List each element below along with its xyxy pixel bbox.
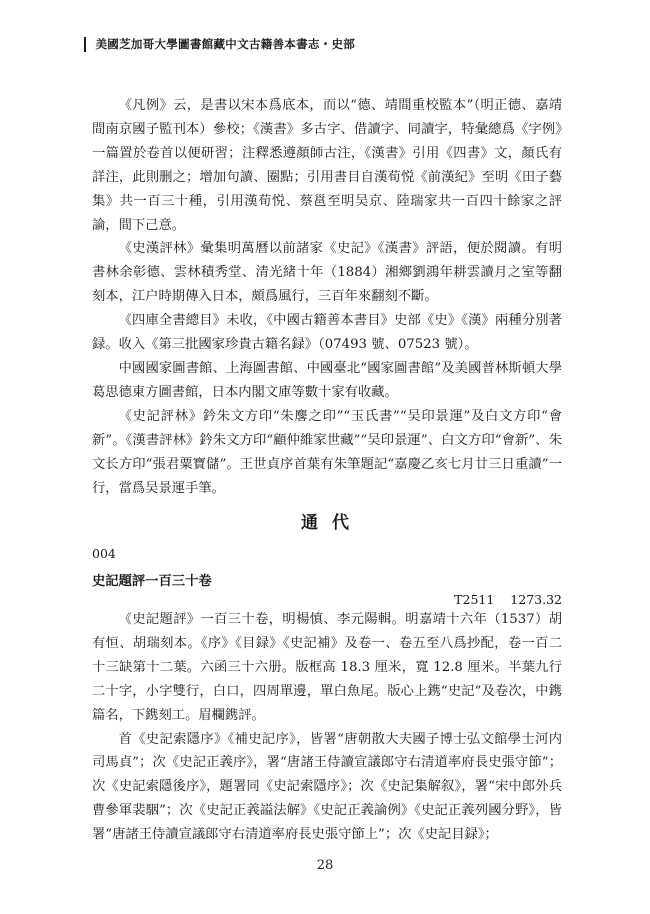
paragraph: 《史記評林》鈐朱文方印“朱麐之印”“玉氏書”“吴印景運”及白文方印“會新”。《漢書評林》鈐朱文方印“顧仲維家世藏”“吴印景運”、白文方印“會新”、朱文长方印“張君粟寶儲”。王世貞序首葉有朱筆題記“嘉慶乙亥七月廿三日重讀”一行，當爲吴景運手筆。 <box>92 408 562 496</box>
entry-title: 史記題評一百三十卷 <box>92 574 212 589</box>
continued-entry-text <box>92 94 562 500</box>
header-rule <box>84 37 86 52</box>
paragraph: 《四庫全書總目》未收，《中國古籍善本書目》史部《史》《漢》兩種分別著録。收入《第三批國家珍貴古籍名録》（07493 號、07523 號）。 <box>92 313 562 353</box>
entry-description <box>92 608 562 847</box>
paragraph: 《凡例》云，是書以宋本爲底本，而以“德、靖間重校監本”（明正德、嘉靖間南京國子監刊本）參校；《漢書》多古字、借讀字、同讀字，特彙總爲《字例》一篇置於卷首以便研習；注釋悉遵顏師古注，《漢書》引用《四書》文，顏氏有詳注，此則删之；增加句讀、圈點；引用書目自漢荀悦《前漢紀》至明《田子藝集》共一百三十種，引用漢荀悦、蔡邕至明吴京、陸瑞家共一百四十餘家之評論，間下己意。 <box>92 98 562 233</box>
paragraph: 首《史記索隱序》《補史記序》，皆署“唐朝散大夫國子博士弘文館學士河内司馬貞”；次《史記正義序》，署“唐諸王侍讀宣議郎守右清道率府長史張守節”；次《史記索隱後序》，題署同《史記索隱序》；次《史記集解叙》，署“宋中郎外兵曹參軍裴駰”；次《史記正義謚法解》《史記正義論例》《史記正義列國分野》，皆署“唐諸王侍讀宣議郎守右清道率府長史張守節上”；次《史記目録》； <box>92 731 562 843</box>
section-heading: 通代 <box>301 513 363 533</box>
paragraph: 《史記題評》一百三十卷，明楊慎、李元陽輯。明嘉靖十六年（1537）胡有恒、胡瑞刻本。《序》《目録》《史記補》及卷一、卷五至八爲抄配，卷一百二十三缺第十二葉。六函三十六册。版框高 18.3 厘米，寬 12.8 厘米。半葉九行二十字，小字雙行，白口，四周單邊，單白魚尾。版心上鎸“史記”及卷次，中鎸篇名，下鎸刻工。眉欄鎸評。 <box>92 612 562 723</box>
paragraph: 中國國家圖書館、上海圖書館、中國臺北“國家圖書館”及美國普林斯頓大學葛思德東方圖書館，日本内閣文庫等數十家有收藏。 <box>92 360 562 400</box>
paragraph: 《史漢評林》彙集明萬曆以前諸家《史記》《漢書》評語，便於閱讀。有明書林余彰德、雲林積秀堂、清光緒十年（1884）湘鄉劉鴻年耕雲讀月之室等翻刻本，江户時期傳入日本，頗爲風行，三百年來翻刻不斷。 <box>92 241 562 305</box>
entry-number: 004 <box>92 546 116 561</box>
running-header-title: 美國芝加哥大學圖書館藏中文古籍善本書志・史部 <box>95 37 356 51</box>
page-number: 28 <box>316 858 334 873</box>
call-number: T2511 1273.32 <box>454 592 562 607</box>
running-header <box>84 36 355 52</box>
